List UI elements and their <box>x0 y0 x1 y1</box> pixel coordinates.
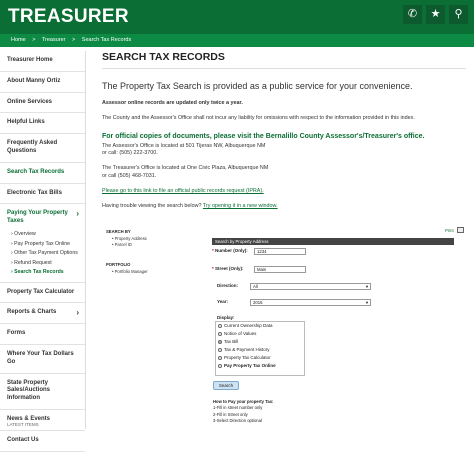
year-label: Year: <box>217 299 229 304</box>
breadcrumb <box>0 34 474 47</box>
howto-section: How to Pay your property Tax: 1-Fill in street number only 2-Fill in Street only 3-Select Direction optional <box>213 399 274 423</box>
print-link[interactable]: Print <box>445 228 454 233</box>
sidebar-item-label: Paying Your Property Taxes <box>7 210 68 225</box>
search-by-address-link[interactable]: • Property Address <box>112 236 147 241</box>
radio-button[interactable] <box>218 324 222 328</box>
sidebar-subitem-other-options[interactable]: › Other Tax Payment Options <box>11 250 78 257</box>
display-option[interactable]: Notice of Values <box>218 331 256 336</box>
sidebar-item-contact[interactable]: Contact Us <box>0 431 85 452</box>
portfolio-manager-link[interactable]: • Portfolio Manager <box>112 269 148 274</box>
display-option[interactable]: Property Tax Calculator <box>218 355 271 360</box>
ipra-link[interactable]: Please go to this link to file an official public records request (IPRA). <box>102 187 264 194</box>
new-window-link[interactable]: Try opening it in a new window. <box>202 202 278 209</box>
portfolio-label: PORTFOLIO <box>106 262 131 267</box>
site-logo[interactable]: TREASURER <box>8 6 129 27</box>
sidebar-item-online-services[interactable]: Online Services <box>0 93 85 114</box>
number-label: * Number (Only): <box>212 248 248 253</box>
search-button[interactable]: Search <box>213 381 239 390</box>
display-option[interactable]: Tax & Payment History <box>218 347 270 352</box>
page-title: SEARCH TAX RECORDS <box>102 51 466 69</box>
sidebar-nav <box>0 51 86 443</box>
display-option-selected[interactable]: Tax Bill <box>218 339 238 344</box>
update-notice: Assessor online records are updated only twice a year. <box>102 100 243 106</box>
breadcrumb-treasurer[interactable]: Treasurer <box>41 37 66 43</box>
main-content <box>102 51 466 211</box>
sidebar-subitem-refund[interactable]: › Refund Request <box>11 259 52 266</box>
search-frame <box>102 226 470 429</box>
breadcrumb-current: Search Tax Records <box>81 37 132 43</box>
year-select[interactable]: 2015 ▼ <box>250 299 371 306</box>
sidebar-subitem-search-tax-records[interactable]: › Search Tax Records <box>11 269 64 276</box>
radio-button[interactable] <box>218 348 222 352</box>
site-header <box>0 0 474 34</box>
phone-icon[interactable]: ✆ <box>403 5 422 24</box>
trouble-text: Having trouble viewing the search below? <box>102 202 202 209</box>
sidebar-subitem-pay-online[interactable]: › Pay Property Tax Online <box>11 240 71 247</box>
official-copies-heading: For official copies of documents, please visit the Bernalillo County Assessor's/Treasurer's office. <box>102 132 425 140</box>
sidebar-item-search-tax-records[interactable]: Search Tax Records <box>0 163 85 184</box>
star-icon[interactable]: ★ <box>426 5 445 24</box>
form-header: Search by Property Address <box>212 238 454 245</box>
sidebar-item-about[interactable]: About Manny Ortiz <box>0 72 85 93</box>
sidebar-item-treasurer-home[interactable]: Treasurer Home <box>0 51 85 72</box>
radio-button[interactable] <box>218 364 222 368</box>
display-label: Display: <box>217 315 235 320</box>
sidebar-item-tax-dollars[interactable]: Where Your Tax Dollars Go <box>0 345 85 374</box>
sidebar-subitem-overview[interactable]: › Overview <box>11 230 36 237</box>
treasurer-address: The Treasurer's Office is located at One Civic Plaza, Albuquerque NM or call (505) 468-7031. <box>102 165 269 180</box>
sidebar-item-label: Reports & Charts <box>7 309 57 316</box>
sidebar-item-helpful-links[interactable]: Helpful Links <box>0 113 85 134</box>
radio-button[interactable] <box>218 340 222 344</box>
chevron-down-icon: ▼ <box>365 284 369 289</box>
display-option[interactable]: Current Ownership Data <box>218 323 273 328</box>
radio-button[interactable] <box>218 332 222 336</box>
sidebar-item-news[interactable]: News & Events <box>0 410 85 431</box>
breadcrumb-separator: > <box>32 37 36 43</box>
address-search-form <box>212 238 454 245</box>
number-input[interactable]: 1234 <box>254 248 306 255</box>
liability-text: The County and the Assessor's Office shall not incur any liability for omissions with respect to the information provided in this index. <box>102 114 415 121</box>
street-label: * Street (Only): <box>212 266 244 271</box>
sidebar-item-state-sales[interactable]: State Property Sales/Auctions Information <box>0 374 85 410</box>
display-option[interactable]: Pay Property Tax Online <box>218 363 276 368</box>
lead-text: The Property Tax Search is provided as a public service for your convenience. <box>102 81 413 91</box>
chevron-right-icon[interactable]: › <box>76 308 79 318</box>
sidebar-sublist <box>0 230 85 283</box>
search-icon[interactable]: ⚲ <box>449 5 468 24</box>
street-input[interactable]: Main <box>254 266 306 273</box>
sidebar-item-tax-calculator[interactable]: Property Tax Calculator <box>0 283 85 304</box>
sidebar-item-paying-taxes[interactable] <box>0 204 85 230</box>
search-by-parcel-link[interactable]: • Parcel ID <box>112 242 132 247</box>
printer-icon[interactable] <box>457 227 464 233</box>
chevron-down-icon[interactable]: › <box>76 209 79 219</box>
sidebar-item-reports[interactable] <box>0 303 85 324</box>
sidebar-item-forms[interactable]: Forms <box>0 324 85 345</box>
breadcrumb-separator: > <box>72 37 76 43</box>
header-icons <box>403 5 468 24</box>
breadcrumb-home[interactable]: Home <box>11 37 26 43</box>
search-by-label: SEARCH BY <box>106 229 131 234</box>
sidebar-footer-label: LATEST ITEMS <box>7 422 39 427</box>
chevron-down-icon: ▼ <box>365 300 369 305</box>
direction-select[interactable]: All ▼ <box>250 283 371 290</box>
direction-label: Direction: <box>217 283 239 288</box>
sidebar-item-faq[interactable]: Frequently Asked Questions <box>0 134 85 163</box>
trouble-row <box>102 203 466 211</box>
ipra-link-row <box>102 188 466 196</box>
sidebar-item-electronic-tax-bills[interactable]: Electronic Tax Bills <box>0 184 85 205</box>
radio-button[interactable] <box>218 356 222 360</box>
assessor-address: The Assessor's Office is located at 501 Tijeras NW, Albuquerque NM or call: (505) 222-3700. <box>102 142 266 157</box>
